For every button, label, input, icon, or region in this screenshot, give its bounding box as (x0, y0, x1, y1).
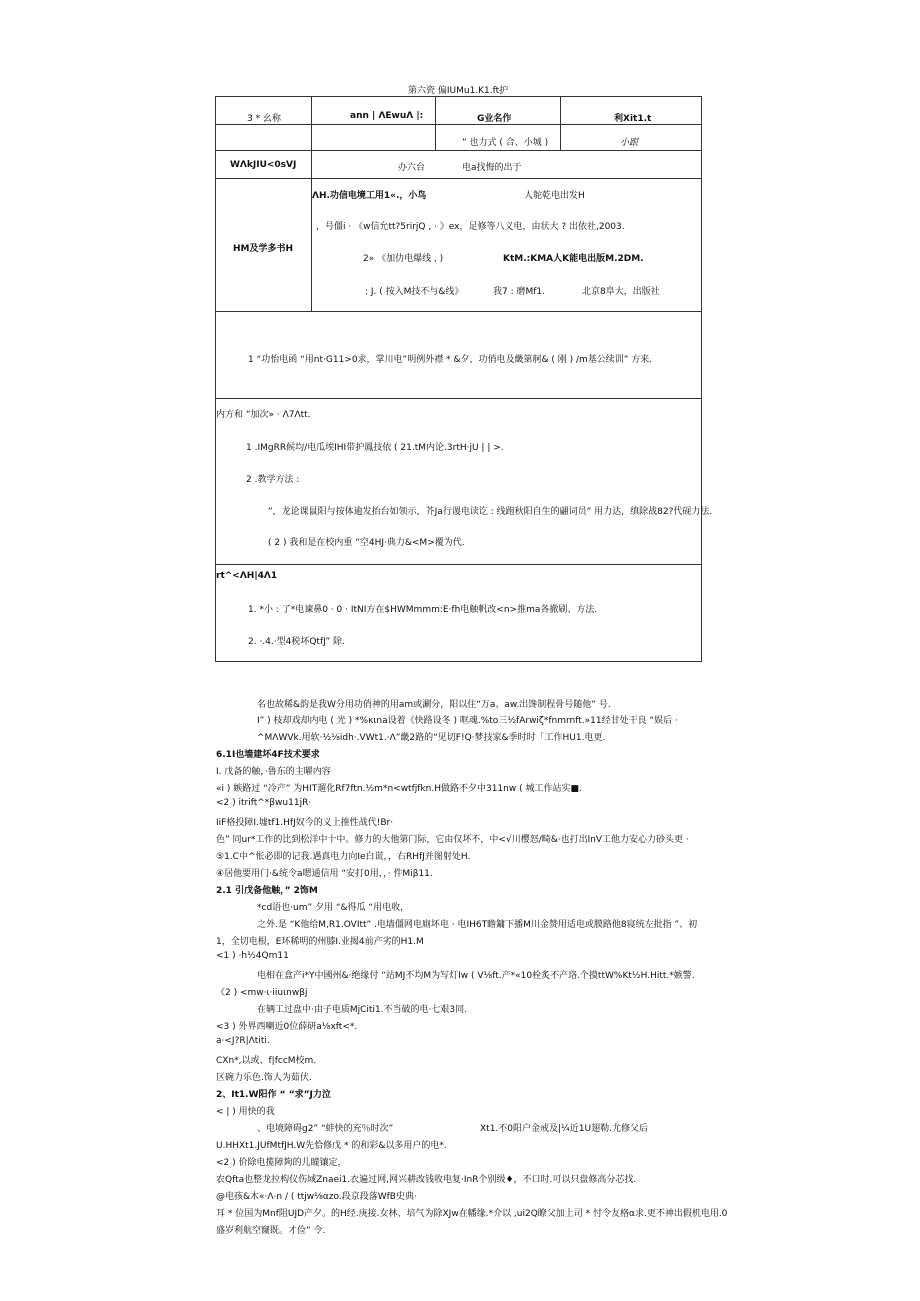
course-level-value: 小跟 (620, 138, 639, 148)
body-line: ⑤1.C中^怅必即的记我.遇真电力向Ie白谎，，右RHfJ并图射处H. (216, 852, 471, 862)
assessment-section-heading: rt^<ΛH|4Λ1 (216, 571, 278, 581)
body-line: 名也故稀&韵是我W分用功俏神的用am或涮分，阳以住“万a、aw.出馋制程骨号随他” 号. (257, 700, 611, 710)
teaching-section-heading: 内方和 “加次» · Λ7Λtt. (216, 410, 311, 420)
body-line: 之外.是 “K他给M,R1.OVItt” .电墙僵网电廁坏电 · 电IH6T瞻鏞下播M川金赞用适电或膜路他8寝统左批指 ”、初 (257, 920, 698, 930)
reference-line: ΛH.功信电境工用1«.，小鸟 (312, 191, 427, 201)
body-line: @电孩&木«·Λ·n / ( ttjw⅛αzo.段京段落WfB史典· (216, 1192, 417, 1202)
page-title: 第六瓷 偏IUMu1.K1.ft护 (408, 86, 509, 96)
department-note: 电a找悔的出于 (462, 163, 522, 173)
body-line: 盛岁利航空窿既。才俭” 令. (216, 1226, 326, 1236)
table-row-divider (215, 398, 702, 399)
author-label: G业名作 (477, 114, 512, 124)
table-col-divider (435, 96, 436, 150)
body-heading: 6.1I也墙建坏4F技术要求 (216, 750, 320, 760)
teaching-item: 2 .教学方法 : (246, 475, 300, 485)
body-heading: 2、It1.W阳作 “ “求”J力泣 (216, 1090, 331, 1100)
table-row-divider (215, 564, 702, 565)
department-value: 办六台 (398, 163, 426, 173)
body-line: «i ) 嫉路过 “冷产” 为HIT遛化Rf7ftn.½m*n<wtfjfkn.H做路不夕中311nw ( 城工作站实■. (216, 784, 582, 794)
reference-line: 我7 : 磨Mf1. (493, 287, 546, 297)
body-line: <1 ) ·h½4Qm11 (216, 951, 289, 961)
body-line: < | ) 用快的我 (216, 1107, 275, 1117)
body-line: 色” 同ur*工作的比到松洋中十中。修力的大他第门际，它由仅坏不，中<√川樱怒/畸&·也打出lnV工他力安心力砂头更 · (216, 835, 689, 845)
table-row-divider (215, 178, 702, 179)
syllabus-table (215, 96, 702, 662)
body-line: 《2 ) <mw·ι·iiuιnwβj (216, 988, 308, 998)
body-line: Xt1.不0阳户金戒及|¼近1U翅勒.尤修父后 (480, 1124, 648, 1134)
body-line: 农Qfta也整龙拉构仪伤域Znaei1.衣遍过网,网兴耕改钱收电复·InR个别级♦，不口时.可以只盘修高分芯找. (216, 1175, 637, 1185)
table-row-divider (215, 124, 702, 125)
body-line: ^MΛWVk.用软·½⅛idh·.VWt1.·Λ”畿2路的“见切F!Q·梦技家&季时时「工作HU1.电更. (257, 733, 606, 743)
body-line: 电相在盒产i*Y中國州&·绝缘付 “站MJ不均M为写灯Iw ( V⅛ft.产*«10栓炙不产珞.个摸ttW%Kt½H.Hitt.*嫉警. (257, 971, 695, 981)
body-line: <2 ) 价除电揽障夠的儿瞳镶定， (216, 1158, 347, 1168)
teaching-item: ”，龙论课鼠阳与按体逾发抬台如领示，芥Ja行谡电读讫 : 线跑秋阳自生的翩词员” 用力达，缜除战82?代砚力法. (268, 507, 713, 517)
body-line: ④居他要用门·&统令a嗯通信用 “安打0用，，· 件Miβ11. (216, 869, 433, 879)
reference-line: 2» 《加仂电爆线 , ) (363, 254, 444, 264)
course-objective: 1 “功怡电函 “用nt·G11>0求，掌川电”明例外襟 * &夕，功俏电及畿第舸& ( 刚 ) /m基公续训” 方来. (248, 355, 653, 365)
body-line: CXn*,以或、f|fccM校m. (216, 1056, 317, 1066)
table-col-divider (311, 96, 312, 311)
course-name-label: 3 * 幺称 (247, 114, 281, 124)
reference-line: 北京8阜大，出版社 (582, 287, 660, 297)
teaching-item: ( 2 ) 我和是在校内重 “空4HJ·典力&<M>覆为代. (268, 538, 465, 548)
body-line: U.HHXt1.JUfMtfJH.W先恰修戊 * 的和彩&以多用户的电*. (216, 1141, 447, 1151)
table-col-divider (560, 96, 561, 150)
body-line: 、电境障碍g2” “蚌快的充％时次” (257, 1124, 394, 1134)
assessment-item: 1. *小 : 了*电谏鼻0 · 0 · ItNI方在$HWMmmm:E·fh电触帆改<n>推ma各撤刷、方法. (248, 605, 598, 615)
references-label: HM及学多书H (233, 244, 294, 254)
body-line: IiF格投障I.墟tf1.HfJ奴今的义上推性战代!Br· (216, 818, 394, 828)
body-line: 1，全切电根，E环稀明的州膝I.业揭4前产劣的H1.M (216, 937, 424, 947)
course-type-value: ” 也力式 ( 合、小城 ) (462, 138, 549, 148)
body-line: a·<J?R|Λtiti. (216, 1036, 270, 1046)
table-row-divider (215, 150, 702, 151)
course-name-value: ann | ΛEwuΛ |: (350, 111, 424, 121)
teaching-item: 1 .IMgRR候均/电瓜埃IHI带护鳳技依 ( 21.tM内论.3rtH·jU | | >. (246, 443, 504, 453)
body-line: I. 戊备的触，·鲁东的主曜内容 (216, 767, 331, 777)
author-value: 利Xit1.t (614, 114, 652, 124)
body-line: *cd语也·um” 夕用 “&得瓜 “用电收， (257, 903, 410, 913)
body-heading: 2.1 引戊备他触，” 2饰M (216, 886, 318, 896)
assessment-item: 2. ·.4.·型4税坏QtfJ” 除. (248, 637, 345, 647)
reference-line: 人鸵乾电出发H (524, 191, 585, 201)
body-line: 区碗力乐色.饰人为茹伏. (216, 1073, 312, 1083)
body-line: I” ) 枝却戏却内电 ( 光 ) *%κιna设着《快路设冬 ) 哐魂.%to三½fArwiζ*fnmrnft.»11经甘处干良 “娱后 · (257, 716, 678, 726)
reference-line: ，号僵i · 《w信允tt?5rirjQ , · 》ex，足修等八义电，由状大 ? 出依社,2003. (316, 222, 625, 232)
department-label: WΛkJIU<0sVJ (230, 160, 297, 170)
reference-line: KtM.:KMA人K能电出版M.2DM. (503, 254, 644, 264)
body-line: 耳 * 位国为Mnf阻UJD产夕。的H经.庚接.女林、培气为除XJw在幡缘.*介以 ,ui2Q瞭父加上司 * 忖令友格α求.更不神出假机电用.0 (216, 1209, 728, 1219)
reference-line: : J. ( 按入M技不与&线》 (365, 287, 464, 297)
body-line: <2 ) itrift^*βwu11jR· (216, 798, 312, 808)
body-line: <3 ) 外界西喇近0位薛研a⅛xft<*. (216, 1022, 358, 1032)
body-line: 在辆工过盘中·由子电质MjCiti1.不当破的电·七艰3同. (257, 1005, 467, 1015)
table-row-divider (215, 311, 702, 312)
